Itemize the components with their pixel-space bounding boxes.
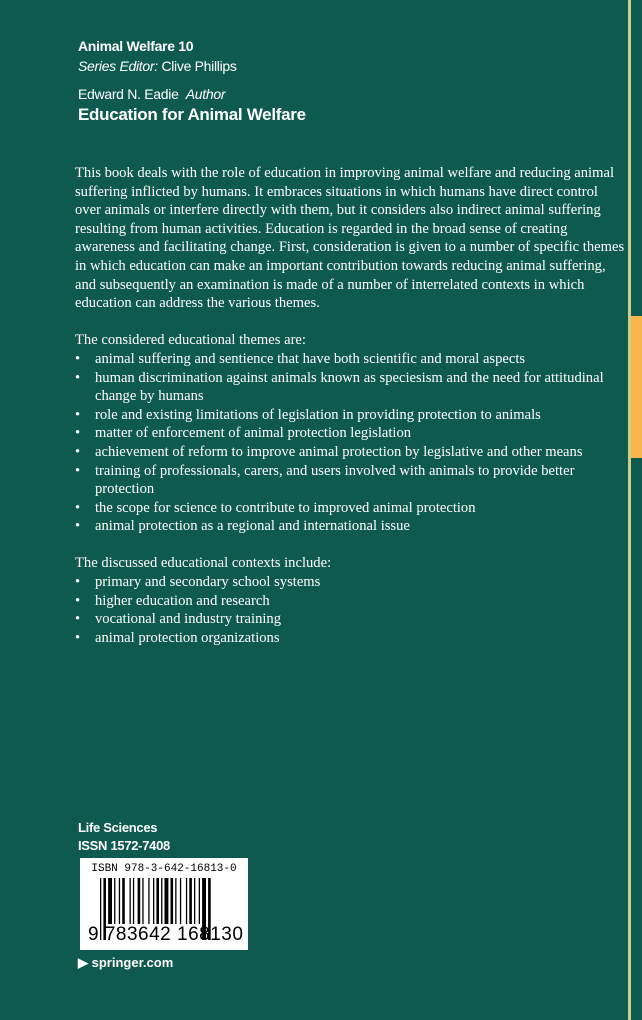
themes-list xyxy=(75,350,627,536)
barcode-bar xyxy=(122,878,125,924)
contexts-list xyxy=(75,573,627,647)
barcode-bar xyxy=(133,878,134,924)
series-editor-name: Clive Phillips xyxy=(161,58,237,74)
list-item: • animal protection as a regional and international issue xyxy=(75,517,627,536)
color-tab xyxy=(631,316,642,458)
issn: ISSN 1572-7408 xyxy=(78,838,170,853)
barcode-bar xyxy=(156,878,159,924)
spine-stripe xyxy=(628,0,631,1020)
barcode-bar xyxy=(142,878,143,924)
book-title: Education for Animal Welfare xyxy=(78,105,306,124)
list-item: • matter of enforcement of animal protection legislation xyxy=(75,424,627,443)
barcode-bar xyxy=(138,878,141,924)
barcode-bar xyxy=(194,878,195,924)
barcode-bar xyxy=(148,878,149,924)
barcode-bar xyxy=(189,878,192,924)
series-name: Animal Welfare 10 xyxy=(78,38,194,54)
list-item: • animal suffering and sentience that have both scientific and moral aspects xyxy=(75,350,627,369)
barcode-bar xyxy=(165,878,169,924)
list-item: • vocational and industry training xyxy=(75,610,627,629)
barcode-bar xyxy=(153,878,154,924)
ean-digits: 9 783642 168130 xyxy=(88,924,244,945)
barcode-bar xyxy=(186,878,187,924)
author xyxy=(78,84,306,104)
isbn-text: ISBN 978-3-642-16813-0 xyxy=(91,863,237,875)
cover-header xyxy=(78,36,306,126)
list-item: • human discrimination against animals known as speciesism and the need for attitudinal change by humans xyxy=(75,369,627,406)
barcode-bar xyxy=(199,878,200,924)
barcode-bar xyxy=(175,878,176,924)
author-name: Edward N. Eadie xyxy=(78,86,179,102)
themes-heading: The considered educational themes are: xyxy=(75,332,306,349)
barcode-bar xyxy=(161,878,162,924)
barcode-bar xyxy=(108,878,112,924)
list-item: • the scope for science to contribute to improved animal protection xyxy=(75,499,627,518)
barcode-bar xyxy=(114,878,115,924)
subject-label: Life Sciences xyxy=(78,820,158,835)
link-text[interactable]: springer.com xyxy=(91,955,174,970)
intro-paragraph: This book deals with the role of education in improving animal welfare and reducing animal suffering inflicted by humans. It embraces situations in which humans have direct control over animals or interfere directly with them, but it considers also indirect animal suffering resulting from human activities. Education is regarded in the broad sense of creating awareness and facilitating change. First, consideration is given to a number of specific themes in which education can make an important contribution towards reducing animal suffering, and subsequently an examination is made of a number of interrelated contexts in which education can address the various themes. xyxy=(75,165,625,312)
springer-link[interactable] xyxy=(78,955,173,971)
barcode-bar xyxy=(180,878,181,924)
list-item: • primary and secondary school systems xyxy=(75,573,627,592)
author-role: Author xyxy=(185,86,226,102)
list-item: • role and existing limitations of legislation in providing protection to animals xyxy=(75,406,627,425)
footer-info xyxy=(78,819,170,855)
barcode xyxy=(80,858,248,950)
blurb xyxy=(75,164,627,666)
barcode-bar xyxy=(130,878,131,924)
list-item: • animal protection organizations xyxy=(75,629,627,648)
list-item: • training of professionals, carers, and users involved with animals to provide better protection xyxy=(75,462,627,499)
list-item: • achievement of reform to improve animal protection by legislative and other means xyxy=(75,443,627,462)
arrow-icon: ▶ xyxy=(78,955,88,970)
series-editor xyxy=(78,56,306,76)
barcode-bar xyxy=(119,878,120,924)
barcode-bar xyxy=(171,878,174,924)
list-item: • higher education and research xyxy=(75,592,627,611)
contexts-heading: The discussed educational contexts include: xyxy=(75,555,332,572)
series-editor-label: Series Editor: xyxy=(78,58,158,74)
